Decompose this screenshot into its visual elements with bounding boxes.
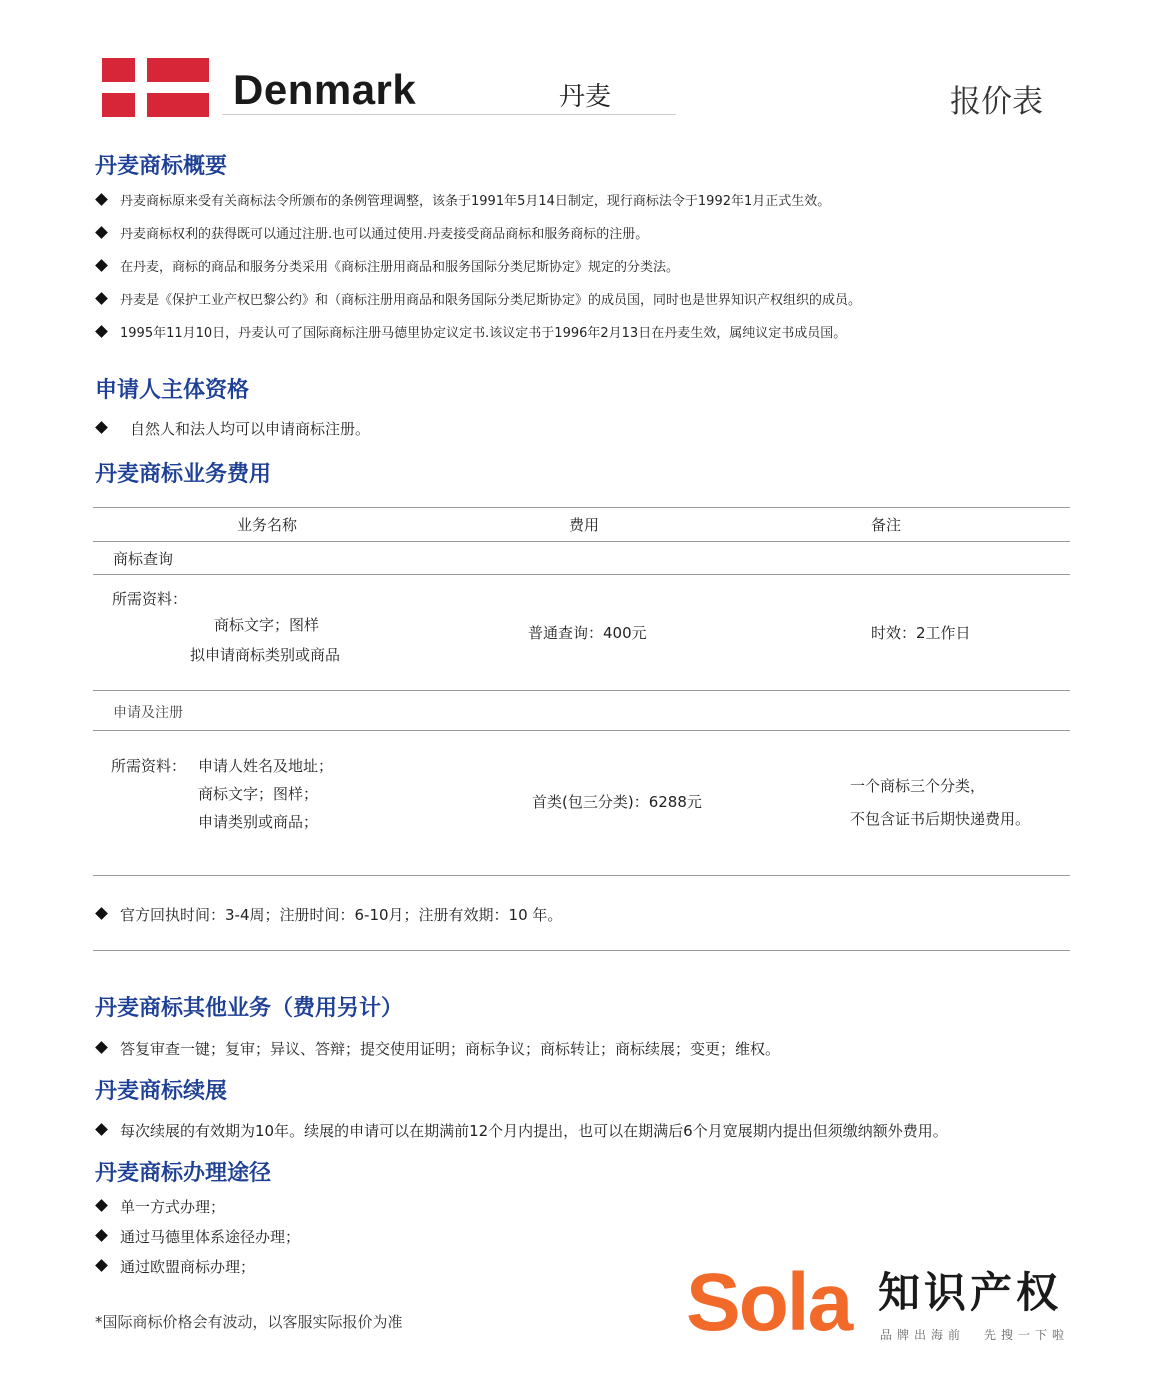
eligibility-item: 自然人和法人均可以申请商标注册。 [97, 418, 370, 439]
column-header-remark: 备注 [871, 516, 902, 534]
renewal-heading: 丹麦商标续展 [95, 1079, 228, 1104]
timeline-item: 官方回执时间：3-4周；注册时间：6-10月；注册有效期：10 年。 [97, 904, 562, 925]
price-disclaimer: *国际商标价格会有波动，以客服实际报价为准 [95, 1313, 403, 1331]
diamond-bullet-icon [95, 1229, 108, 1242]
table-rule [93, 875, 1070, 876]
search-remark: 时效：2工作日 [871, 624, 971, 642]
logo-ip-text: 知识产权 [878, 1268, 1063, 1317]
routes-item: 通过欧盟商标办理； [97, 1256, 255, 1277]
registration-remark-line: 不包含证书后期快递费用。 [850, 810, 1031, 828]
overview-item: 1995年11月10日，丹麦认可了国际商标注册马德里协定议定书.该议定书于1996年2月13日在丹麦生效，属纯议定书成员国。 [97, 322, 846, 341]
section-search: 商标查询 [113, 550, 174, 568]
diamond-bullet-icon [95, 1199, 108, 1212]
other-services-heading: 丹麦商标其他业务（费用另计） [95, 996, 404, 1021]
slogan-left: 品牌出海前 [880, 1328, 966, 1342]
diamond-bullet-icon [95, 907, 108, 920]
search-fee: 普通查询：400元 [528, 624, 647, 642]
column-header-fee: 费用 [569, 516, 600, 534]
registration-fee: 首类(包三分类)：6288元 [532, 793, 702, 811]
flag-cross-horizontal [102, 82, 209, 93]
diamond-bullet-icon [95, 325, 108, 338]
column-header-name: 业务名称 [237, 516, 298, 534]
diamond-bullet-icon [95, 1041, 108, 1054]
overview-item: 在丹麦，商标的商品和服务分类采用《商标注册用商品和服务国际分类尼斯协定》规定的分类法。 [97, 256, 679, 275]
overview-heading: 丹麦商标概要 [95, 154, 228, 179]
slogan-right: 先搜一下啦 [984, 1328, 1070, 1342]
table-rule [93, 950, 1070, 951]
overview-item: 丹麦商标权利的获得既可以通过注册.也可以通过使用.丹麦接受商品商标和服务商标的注册。 [97, 223, 648, 242]
registration-material-item: 申请人姓名及地址； [198, 757, 334, 775]
table-rule [93, 690, 1070, 691]
eligibility-heading: 申请人主体资格 [95, 378, 250, 403]
country-name-en: Denmark [233, 66, 417, 113]
routes-heading: 丹麦商标办理途径 [95, 1161, 272, 1186]
routes-item: 单一方式办理； [97, 1196, 225, 1217]
diamond-bullet-icon [95, 193, 108, 206]
renewal-item: 每次续展的有效期为10年。续展的申请可以在期满前12个月内提出，也可以在期满后6个月宽展期内提出但须缴纳额外费用。 [97, 1120, 948, 1141]
table-rule [93, 507, 1070, 508]
diamond-bullet-icon [95, 421, 108, 434]
diamond-bullet-icon [95, 259, 108, 272]
search-materials-label: 所需资料： [112, 590, 188, 608]
diamond-bullet-icon [95, 292, 108, 305]
routes-item: 通过马德里体系途径办理； [97, 1226, 300, 1247]
sola-logo: Sola [686, 1257, 852, 1348]
diamond-bullet-icon [95, 226, 108, 239]
document-type: 报价表 [950, 84, 1043, 120]
other-services-item: 答复审查一键；复审；异议、答辩；提交使用证明；商标争议；商标转让；商标续展；变更；维权。 [97, 1038, 780, 1059]
header-divider [222, 114, 676, 115]
table-rule [93, 730, 1070, 731]
search-material-item: 拟申请商标类别或商品 [190, 646, 341, 664]
country-name-cn: 丹麦 [559, 82, 612, 112]
overview-item: 丹麦是《保护工业产权巴黎公约》和（商标注册用商品和限务国际分类尼斯协定》的成员国，同时也是世界知识产权组织的成员。 [97, 289, 861, 308]
registration-remark-line: 一个商标三个分类， [850, 777, 986, 795]
table-rule [93, 574, 1070, 575]
registration-material-item: 商标文字；图样； [198, 785, 319, 803]
overview-item: 丹麦商标原来受有关商标法令所颁布的条例管理调整，该条于1991年5月14日制定，现行商标法令于1992年1月正式生效。 [97, 190, 830, 209]
registration-material-item: 申请类别或商品； [198, 813, 319, 831]
diamond-bullet-icon [95, 1123, 108, 1136]
fees-heading: 丹麦商标业务费用 [95, 462, 272, 487]
denmark-flag [102, 58, 209, 117]
section-registration: 申请及注册 [113, 705, 183, 721]
registration-materials-label: 所需资料： [111, 757, 187, 775]
table-rule [93, 541, 1070, 542]
search-material-item: 商标文字；图样 [214, 616, 320, 634]
diamond-bullet-icon [95, 1259, 108, 1272]
